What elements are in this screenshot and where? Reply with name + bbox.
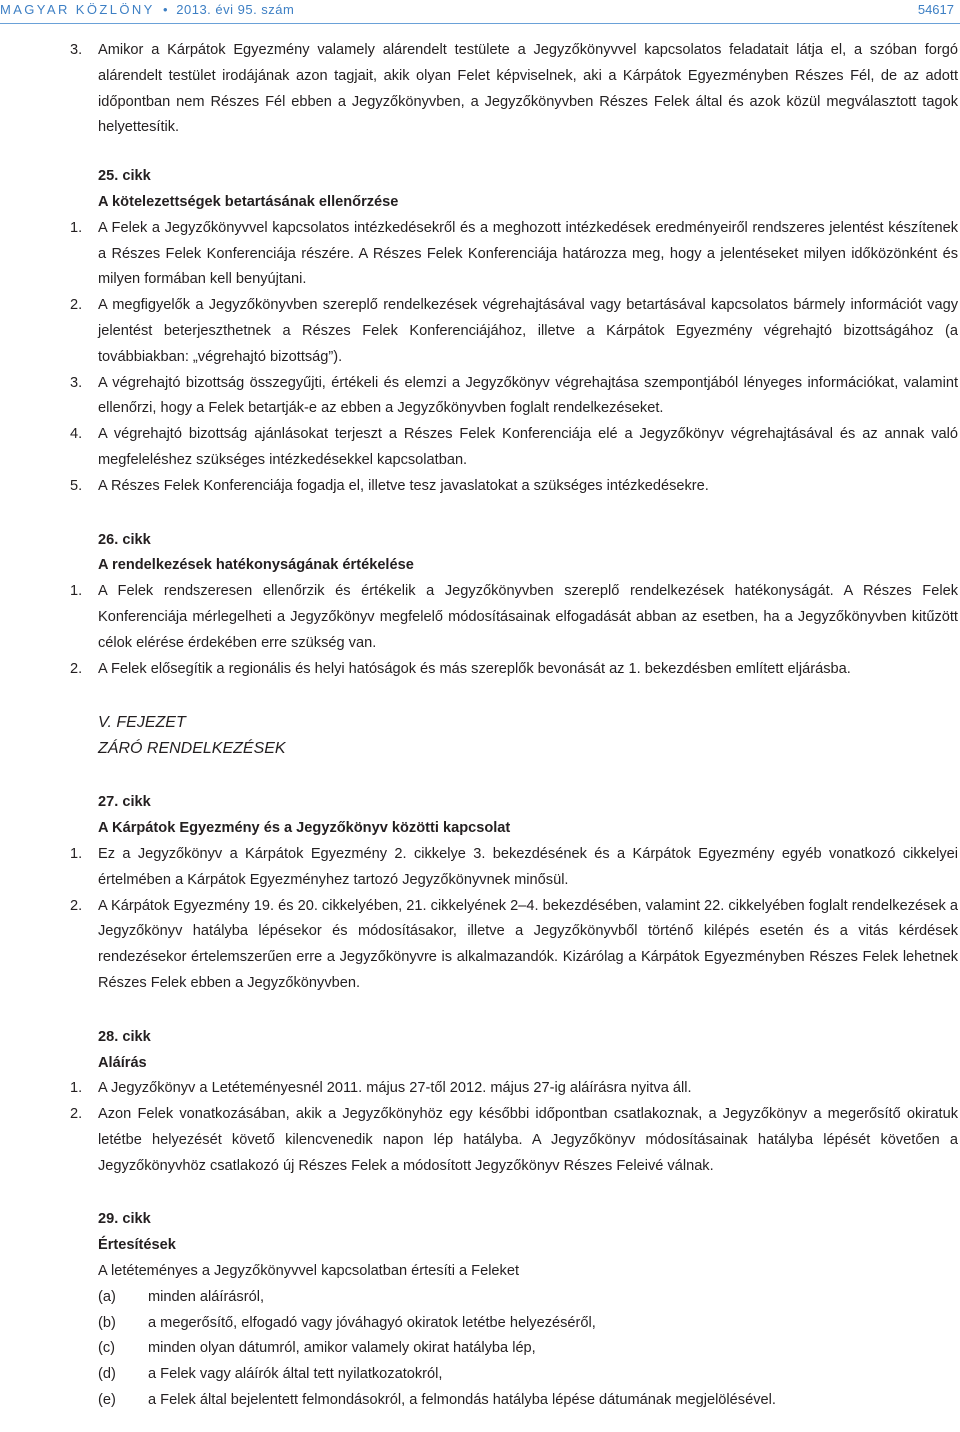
- notification-item: [70, 1336, 958, 1362]
- article-26-item: [70, 579, 958, 656]
- item-text: Amikor a Kárpátok Egyezmény valamely alárendelt testülete a Jegyzőkönyvvel kapcsolatos feladatait látja el, a szóban forgó alárendelt testület irodájának azon tagjait, akik olyan Felet képviselnek, aki a Kárpátok Egyezményben Részes Fél, de az adott időpontban nem Részes Fél ebben a Jegyzőkönyvben, a Jegyzőkönyvben Részes Felek által és azok közül megválasztott tagok helyettesítik.: [98, 42, 958, 136]
- item-text: A Felek elősegítik a regionális és helyi hatóságok és más szereplők bevonását az 1. bekezdésben említett eljárásba.: [98, 660, 851, 677]
- item-number: 1.: [70, 219, 83, 236]
- publication-name: MAGYAR KÖZLÖNY: [0, 2, 155, 17]
- item-text: Ez a Jegyzőkönyv a Kárpátok Egyezmény 2. cikkelye 3. bekezdésének és a Kárpátok Egyezmény egyéb vonatkozó cikkelyei értelmében a Kárpátok Egyezményhez tartozó Jegyzőkönyvnek minősül.: [98, 845, 958, 888]
- article-25-item: [70, 371, 958, 423]
- page-number: 54617: [917, 2, 954, 17]
- article-27-item: [70, 842, 958, 894]
- item-number: 2.: [70, 897, 83, 914]
- item-text: A Felek a Jegyzőkönyvvel kapcsolatos intézkedésekről és a meghozott intézkedések eredményeiről rendszeres jelentést készítenek a Részes Felek Konferenciája részére. A Részes Felek Konferenciája határozza meg, hogy a jelentéseket milyen időközönként és milyen formában kell benyújtani.: [98, 219, 958, 288]
- item-number: 1.: [70, 583, 83, 600]
- article-29-lead: A letéteményes a Jegyzőkönyvvel kapcsolatban értesíti a Feleket: [98, 1263, 520, 1280]
- article-25-item: [70, 216, 958, 293]
- article-26-item: [70, 657, 958, 683]
- item-number: 1.: [70, 845, 83, 862]
- notification-item: [70, 1285, 958, 1311]
- article-28-number: 28. cikk: [98, 1028, 151, 1045]
- article-27-title: A Kárpátok Egyezmény és a Jegyzőkönyv közötti kapcsolat: [98, 820, 511, 837]
- item-number: 3.: [70, 374, 83, 391]
- article-28-item: [70, 1076, 958, 1102]
- notification-item: [70, 1388, 958, 1414]
- item-number: 2.: [70, 660, 83, 677]
- item-text: minden aláírásról,: [148, 1288, 264, 1305]
- item-text: A Jegyzőkönyv a Letéteményesnél 2011. május 27-től 2012. május 27-ig aláírásra nyitva áll.: [98, 1080, 692, 1097]
- item-text: A Kárpátok Egyezmény 19. és 20. cikkelyében, 21. cikkelyének 2–4. bekezdésében, valamint 22. cikkelyében foglalt rendelkezések a Jegyzőkönyv hatályba lépésekor és módosításakor, illetve a Jegyzőkönyvből történő kilépés esetén és a vitás kérdések rendezésekor értelemszerűen erre a Jegyzőkönyvre is alkalmazandók. Kizárólag a Kárpátok Egyezményben Részes Felek lehetnek Részes Felek ebben a Jegyzőkönyvben.: [98, 897, 958, 991]
- item-label: (c): [98, 1340, 116, 1357]
- article-27-number: 27. cikk: [98, 794, 151, 811]
- item-text: A Részes Felek Konferenciája fogadja el, illetve tesz javaslatokat a szükséges intézkedésekre.: [98, 477, 709, 494]
- item-text: A Felek rendszeresen ellenőrzik és értékelik a Jegyzőkönyvben szereplő rendelkezések hatékonyságát. A Részes Felek Konferenciája mérlegelheti a Jegyzőkönyv megfelelő módosításainak elfogadását abban az esetben, ha a Jegyzőkönyvben kitűzött célok elérése érdekében erre szükség van.: [98, 583, 958, 651]
- chapter-title: ZÁRÓ RENDELKEZÉSEK: [98, 740, 286, 758]
- item-text: a Felek vagy aláírók által tett nyilatkozatokról,: [148, 1366, 443, 1383]
- item-label: (b): [98, 1314, 116, 1331]
- item-number: 3.: [70, 42, 83, 58]
- notification-item: [70, 1311, 958, 1337]
- chapter-number: V. FEJEZET: [98, 714, 186, 732]
- item-text: a Felek által bejelentett felmondásokról, a felmondás hatályba lépése dátumának megjelölésével.: [148, 1392, 776, 1409]
- header-left: [0, 2, 294, 17]
- article-25-item: [70, 293, 958, 370]
- article-29-title: Értesítések: [98, 1237, 176, 1254]
- article-28-title: Aláírás: [98, 1054, 147, 1071]
- page-header: [0, 0, 960, 24]
- item-text: a megerősítő, elfogadó vagy jóváhagyó okiratok letétbe helyezéséről,: [148, 1314, 596, 1331]
- item-text: minden olyan dátumról, amikor valamely okirat hatályba lép,: [148, 1340, 536, 1357]
- item-text: Azon Felek vonatkozásában, akik a Jegyzőkönyhöz egy későbbi időpontban csatlakoznak, a Jegyzőkönyv a megerősítő okiratuk letétbe helyezését követő kilencvenedik napon lép hatályba. A Jegyzőkönyv módosításainak hatályba lépését követően a Jegyzőkönyvhöz csatlakozó új Részes Felek a módosított Jegyzőkönyv Részes Feleivé válnak.: [98, 1106, 958, 1174]
- issue-label: 2013. évi 95. szám: [176, 2, 295, 17]
- article-26-title: A rendelkezések hatékonyságának értékelése: [98, 557, 414, 574]
- article-28-item: [70, 1102, 958, 1179]
- item-number: 1.: [70, 1080, 83, 1097]
- item-label: (a): [98, 1288, 116, 1305]
- item-text: A megfigyelők a Jegyzőkönyvben szereplő rendelkezések végrehajtásával vagy betartásával kapcsolatos bármely információt vagy jelentést beterjeszthetnek a Részes Felek Konferenciájához, illetve a Kárpátok Egyezmény végrehajtó bizottságához (a továbbiakban: „végrehajtó bizottság”).: [98, 297, 958, 365]
- item-number: 5.: [70, 477, 83, 494]
- header-bullet: •: [162, 2, 169, 17]
- article-29-number: 29. cikk: [98, 1211, 151, 1228]
- article-25-item: [70, 474, 958, 500]
- article-25-number: 25. cikk: [98, 168, 151, 185]
- document-body: [70, 38, 958, 1414]
- item-label: (d): [98, 1366, 116, 1383]
- item-text: A végrehajtó bizottság összegyűjti, értékeli és elemzi a Jegyzőkönyv végrehajtása szempontjából lényeges információkat, valamint ellenőrzi, hogy a Felek betartják-e az ebben a Jegyzőkönyvben foglalt rendelkezéseket.: [98, 374, 958, 417]
- header-rule: [0, 23, 960, 24]
- item-number: 4.: [70, 426, 83, 443]
- article-26-number: 26. cikk: [98, 531, 151, 548]
- item-number: 2.: [70, 1106, 83, 1123]
- intro-paragraph: [70, 38, 958, 141]
- item-number: 2.: [70, 297, 83, 314]
- article-25-item: [70, 422, 958, 474]
- item-label: (e): [98, 1392, 116, 1409]
- notification-item: [70, 1362, 958, 1388]
- article-27-item: [70, 894, 958, 997]
- article-25-title: A kötelezettségek betartásának ellenőrzése: [98, 193, 399, 210]
- item-text: A végrehajtó bizottság ajánlásokat terjeszt a Részes Felek Konferenciája elé a Jegyzőkönyv végrehajtásával és az annak való megfeleléshez szükséges intézkedésekkel kapcsolatban.: [98, 426, 958, 468]
